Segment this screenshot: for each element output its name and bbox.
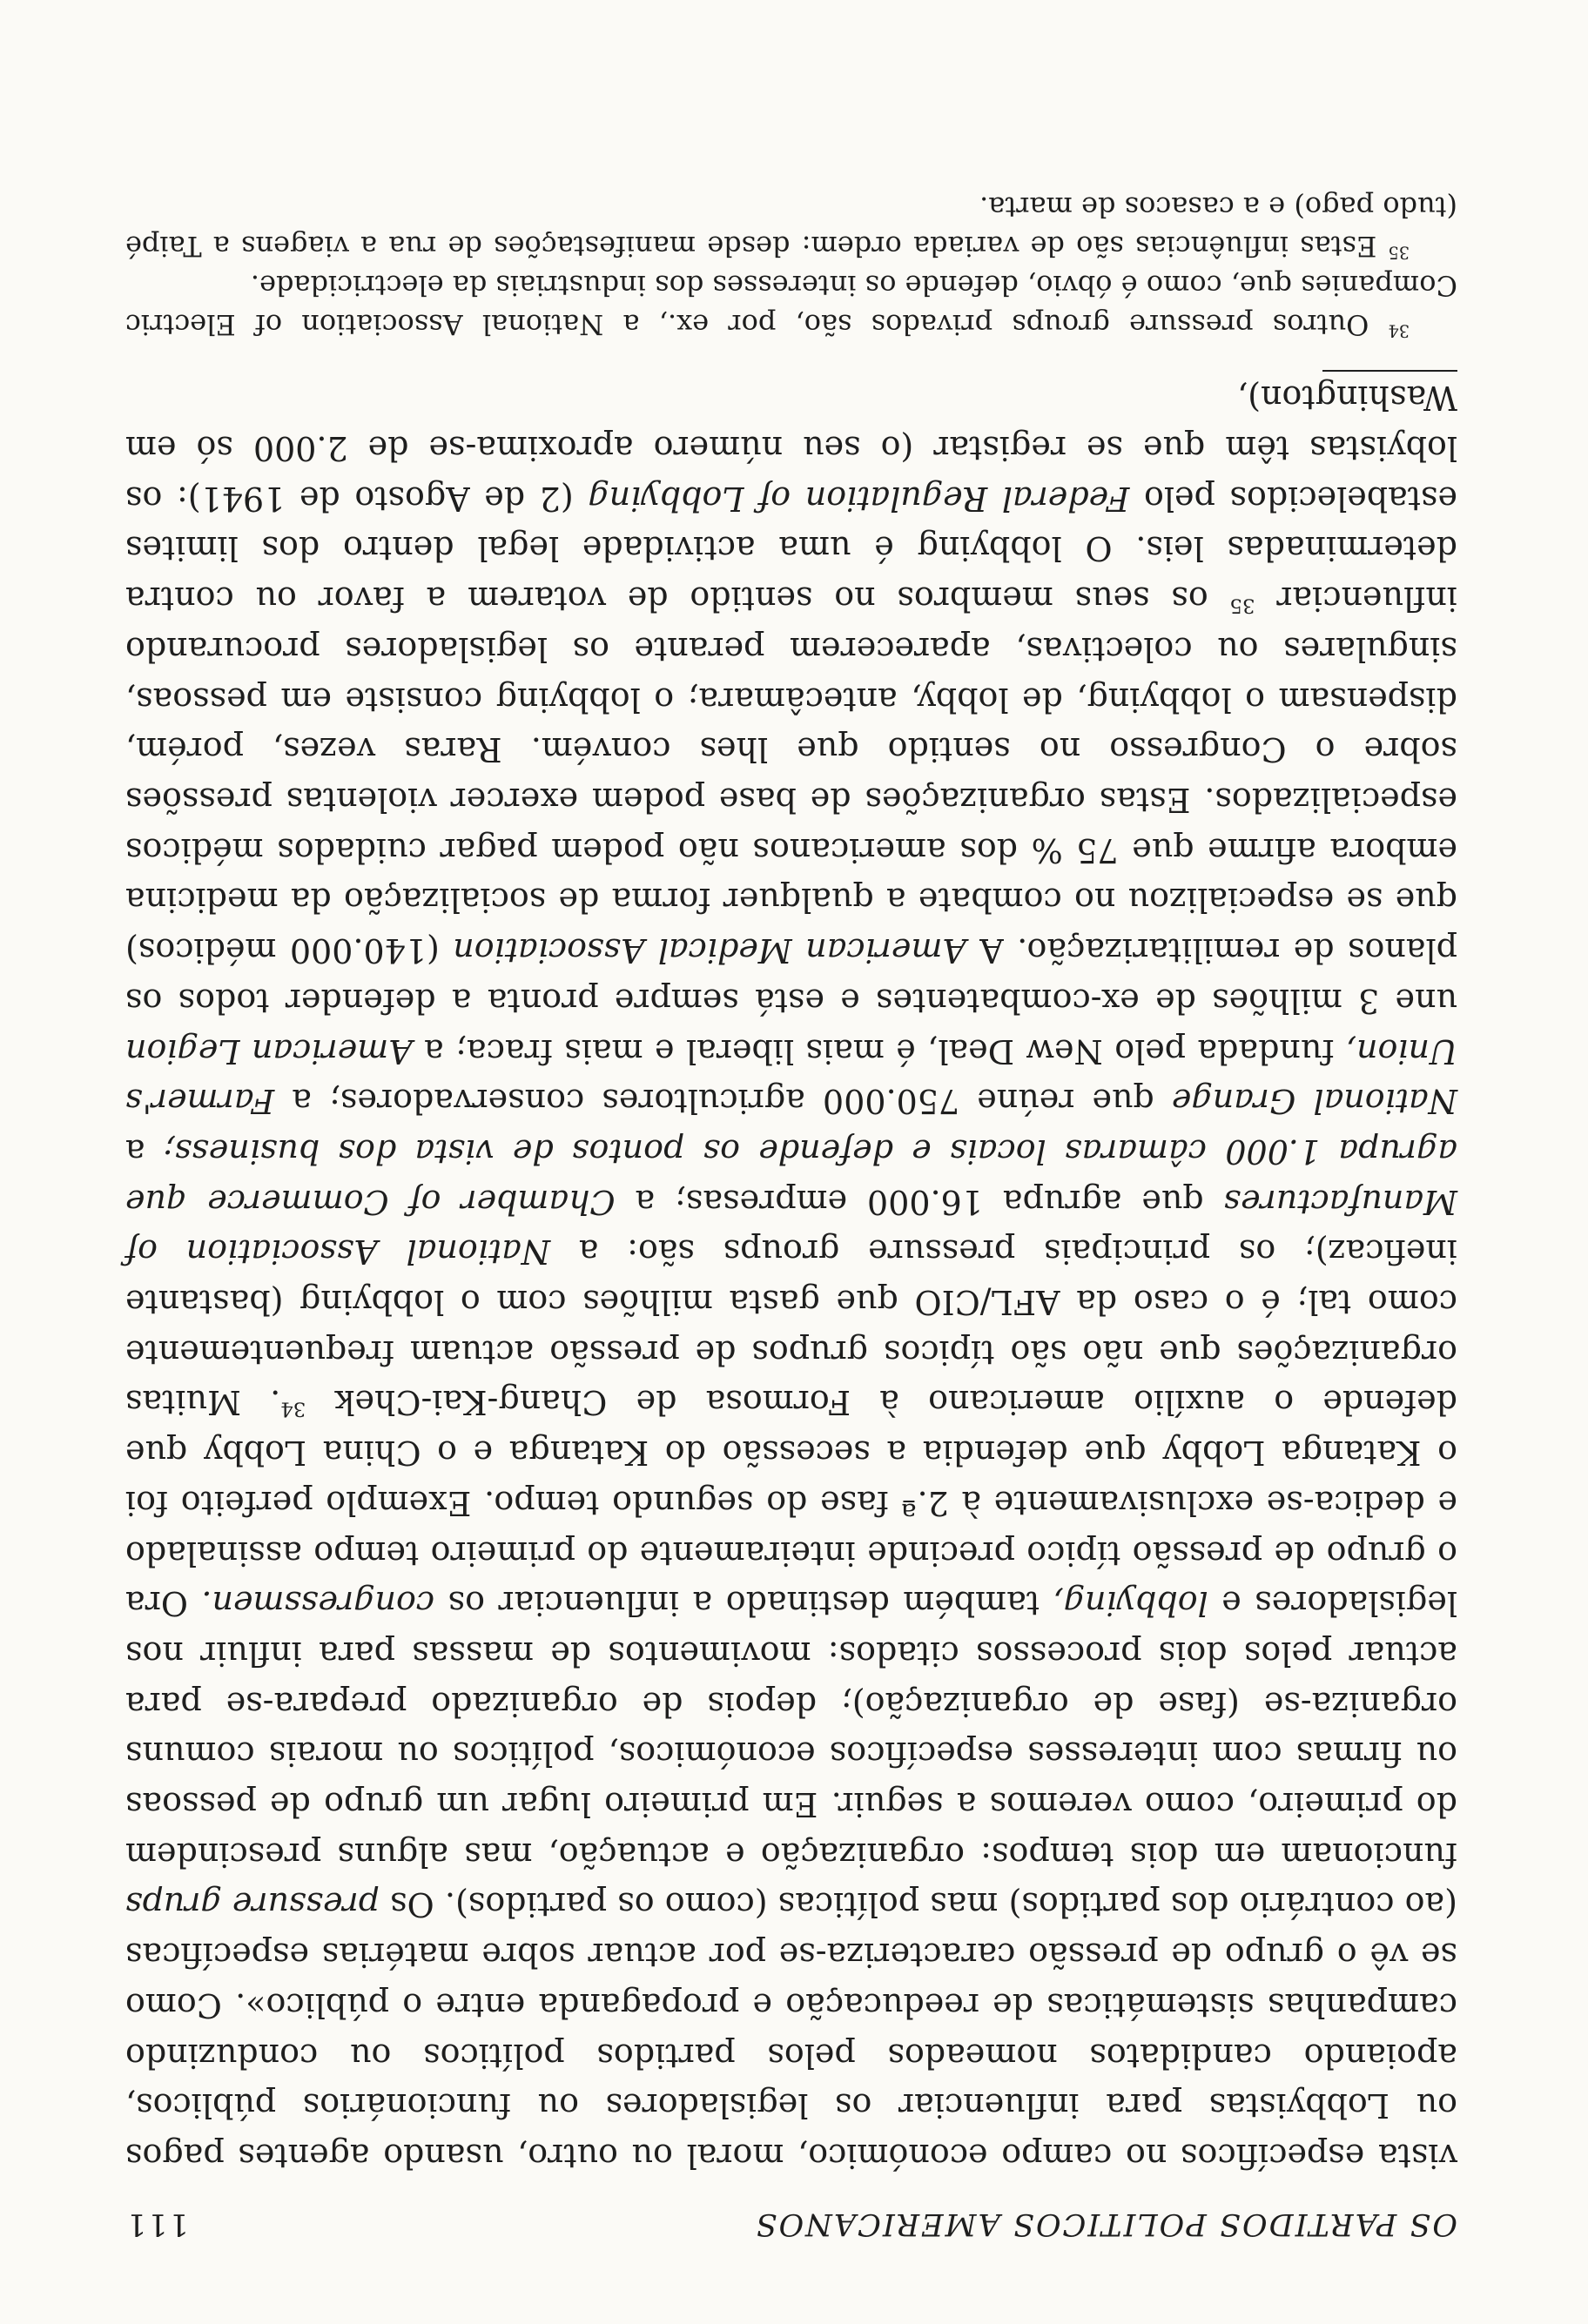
text-run: que reúne 750.000 agricultores conservadores; a xyxy=(274,1082,1172,1121)
text-run: . Muitas organizações que não são típicos grupos de pressão actuam frequentemente como tal; é o caso da AFL/CIO que gasta milhões com o lobbying (bastante ineficaz); os principais pressure groups são: a xyxy=(124,1233,1457,1422)
italic-term: Farmer's Union, xyxy=(124,1031,1457,1121)
running-title: OS PARTIDOS POLITICOS AMERICANOS xyxy=(754,2206,1457,2241)
footnote xyxy=(125,187,1457,265)
paragraph xyxy=(125,373,1457,2180)
text-run: (140.000 médicos) que se especializou no combate a qualquer forma de socialização da medicina embora afirme que 75 % dos americanos não podem pagar cuidados médicos especializados. Estas organizações de base podem exercer violentas pressões sobre o Congresso no sentido que lhes convém. Raras vezes, porém, dispensam o lobbying, de lobby, antecâmara; o lobbying consiste em pessoas, singulares ou colectivas, aparecerem perante os legisladores procurando influenciar xyxy=(125,580,1457,971)
text-run: os seus membros no sentido de votarem a favor ou contra determinadas leis. O lobbying é uma actividade legal dentro dos limites estabelecidos pelo xyxy=(124,479,1457,619)
running-header xyxy=(125,2206,1457,2241)
italic-term: lobbying, xyxy=(1053,1584,1208,1623)
footnote-ref: 34 xyxy=(280,1398,306,1421)
footnote-text: Outros pressure groups privados são, por ex., a National Association of Electric Companies que, como é óbvio, defende os interesses dos industriais da electricidade. xyxy=(125,269,1457,341)
footnote-mark: 34 xyxy=(1388,320,1410,341)
text-run: fundada pelo New Deal, é mais liberal e mais fraca; a xyxy=(412,1031,1346,1071)
italic-term: congressmen. xyxy=(201,1584,435,1623)
italic-term: American Medical Association xyxy=(453,931,966,971)
italic-term: National Grange xyxy=(1171,1082,1457,1121)
footnote-text: Estas influências são de variada ordem: desde manifestações de rua a viagens a Taipé (tudo pago) e a casacos de marta. xyxy=(125,191,1457,263)
footnote-divider xyxy=(1322,370,1457,372)
italic-term: National Association of Manufactures xyxy=(124,1182,1457,1272)
footnote-ref: 35 xyxy=(1229,594,1255,617)
footnote-mark: 35 xyxy=(1388,242,1410,263)
footnotes xyxy=(125,187,1457,344)
italic-term: Federal Regulation of Lobbying xyxy=(588,479,1130,518)
text-run: funcionam em dois tempos: organização e actuação, mas alguns prescindem do primeiro, como veremos a seguir. Em primeiro lugar um grupo de pessoas ou firmas com interesses específicos económicos, políticos ou morais comuns organiza-se (fase de organização); depois de organizado prepara-se para actuar pelos dois processos citados: movimentos de massas para influir nos legisladores e xyxy=(125,1584,1457,1874)
italic-term: Chamber of Commerce que agrupa 1.000 câmaras locais e defende os pontos de vista dos business; xyxy=(125,1132,1457,1221)
text-run: Ora o grupo de pressão típico precinde inteiramente do primeiro tempo assinalado e dedica-se exclusivamente à 2.ª fase do segundo tempo. Exemplo perfeito foi o Katanga Lobby que defendia a secessão do Katanga e o China Lobby que defende o auxílio americano à Formosa de Chang-Kai-Chek xyxy=(125,1383,1457,1623)
text-run: também destinado a influenciar os xyxy=(434,1584,1053,1623)
footnote xyxy=(125,265,1457,344)
page-number: 111 xyxy=(125,2206,189,2241)
text-run: a xyxy=(125,1132,164,1171)
text-run: une 3 milhões de ex-combatentes e está sempre pronta a defender todos os planos de remilitarização. A xyxy=(125,931,1457,1020)
text-run: vista específicos no campo económico, moral ou outro, usando agentes pagos ou Lobbyistas para influenciar os legisladores ou funcionários públicos, apoiando candidatos nomeados pelos partidos políticos ou conduzindo campanhas sistemáticas de reeducação e propaganda entre o público». Como se vê o grupo de pressão caracteriza-se por actuar sobre matérias específicas (ao contrário dos partidos) mas políticas (como os partidos). Os xyxy=(125,1885,1457,2175)
italic-term: American Legion xyxy=(125,1031,413,1071)
text-run: (2 de Agosto de 1941): os lobyistas têm que se registar (o seu número aproxima-se de 2.000 só em Washington), xyxy=(125,379,1457,518)
italic-term: pressure grups xyxy=(125,1885,380,1924)
text-run: que agrupa 16.000 empresas; a xyxy=(615,1182,1224,1221)
body-text xyxy=(125,373,1457,2180)
